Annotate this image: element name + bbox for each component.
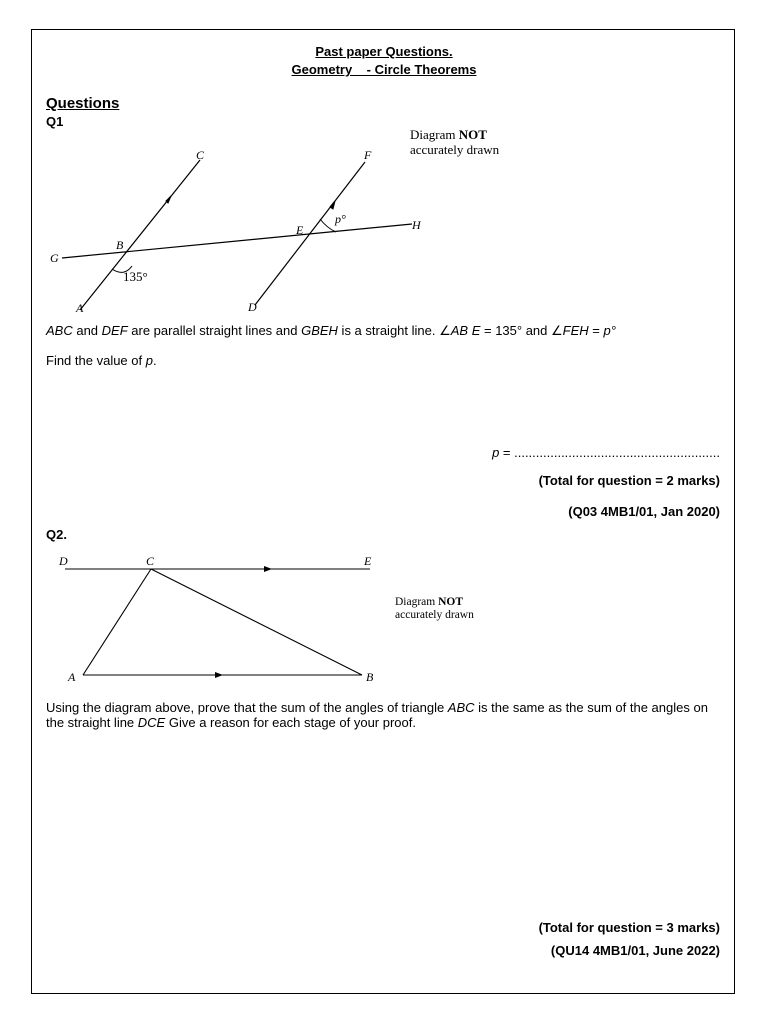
- parallel-arrow-de: [264, 566, 272, 572]
- term-p: p°: [603, 323, 616, 338]
- line-abc: [80, 160, 200, 310]
- q1-source: (Q03 4MB1/01, Jan 2020): [568, 504, 720, 519]
- q1-total-marks: (Total for question = 2 marks): [538, 473, 720, 488]
- label-p-degrees: p°: [335, 212, 346, 226]
- line-gbeh: [62, 224, 412, 258]
- line-ac: [83, 569, 151, 675]
- term-dce: DCE: [137, 715, 166, 730]
- label-h: H: [412, 218, 421, 232]
- q1-note-text-2: accurately drawn: [410, 142, 500, 157]
- label-g: G: [50, 251, 59, 265]
- label-d: D: [59, 554, 68, 568]
- q2-triangle-diagram: [50, 553, 390, 688]
- q1-answer-line[interactable]: [492, 445, 720, 460]
- label-b: B: [366, 670, 374, 684]
- q1-note-text: Diagram: [410, 127, 456, 142]
- q1-note-bold: NOT: [458, 127, 487, 142]
- q2-diagram-note: [395, 596, 474, 622]
- header-title: Past paper Questions.: [315, 44, 453, 59]
- q1-label: Q1: [46, 114, 64, 129]
- term-gbeh: GBEH: [301, 323, 338, 338]
- term-abc: ABC: [46, 323, 73, 338]
- q1-statement: [46, 323, 726, 338]
- q2-label: Q2.: [46, 527, 67, 542]
- section-title: Questions: [46, 95, 120, 112]
- q1-parallel-lines-diagram: [40, 140, 440, 320]
- answer-variable: p: [492, 445, 500, 460]
- label-e: E: [364, 554, 372, 568]
- term-abc: ABC: [447, 700, 475, 715]
- text-span: is the same as the sum of the angles on the straight line: [46, 700, 708, 730]
- answer-dots: = .........................................................: [499, 445, 720, 460]
- label-c: C: [146, 554, 155, 568]
- angle-arc-p: [320, 219, 336, 232]
- label-d: D: [248, 300, 257, 314]
- q2-note-text: Diagram: [395, 596, 436, 608]
- term-def: DEF: [101, 323, 128, 338]
- text-span: Using the diagram above, prove that the sum of the angles of triangle: [46, 700, 448, 715]
- label-b: B: [116, 238, 124, 252]
- parallel-arrow-ab: [215, 672, 223, 678]
- text-span: =: [588, 323, 604, 338]
- q2-total-marks: (Total for question = 3 marks): [538, 920, 720, 935]
- label-e: E: [296, 223, 304, 237]
- text-span: .: [152, 353, 157, 368]
- q1-instruction: [46, 353, 726, 368]
- label-c: C: [196, 148, 205, 162]
- parallel-arrow-def: [330, 201, 335, 209]
- label-135-degrees: 135°: [123, 269, 148, 284]
- term-feh: FEH: [562, 323, 589, 338]
- text-span: = 135° and ∠: [480, 323, 563, 338]
- q2-instruction: [46, 700, 726, 730]
- parallel-arrow-abc: [166, 196, 171, 203]
- text-span: is a straight line. ∠: [337, 323, 451, 338]
- text-span: Find the value of: [46, 353, 146, 368]
- line-cb: [151, 569, 362, 675]
- header-subtitle: Geometry - Circle Theorems: [291, 62, 477, 77]
- text-span: and: [72, 323, 102, 338]
- text-span: are parallel straight lines and: [127, 323, 302, 338]
- label-f: F: [364, 148, 372, 162]
- term-abe: AB E: [450, 323, 481, 338]
- q2-source: (QU14 4MB1/01, June 2022): [550, 943, 720, 958]
- q2-note-text-2: accurately drawn: [395, 609, 474, 621]
- label-a: A: [68, 670, 76, 684]
- q2-note-bold: NOT: [438, 596, 464, 608]
- text-span: Give a reason for each stage of your proof.: [165, 715, 416, 730]
- term-p: p: [145, 353, 153, 368]
- label-a: A: [76, 301, 84, 315]
